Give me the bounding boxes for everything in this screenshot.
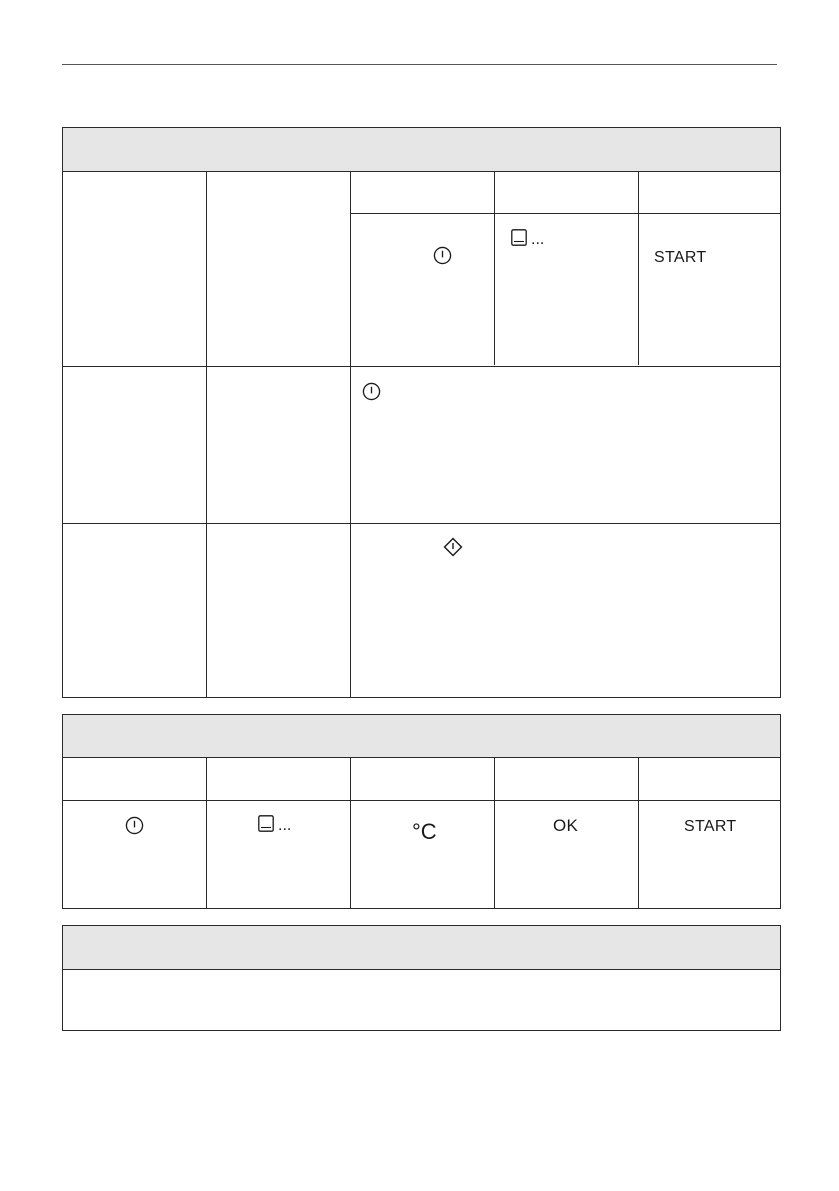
- table-row: [63, 523, 780, 697]
- table-cell: [351, 214, 495, 365]
- table-cell: [63, 801, 207, 908]
- table-3: [62, 925, 781, 1031]
- table-row: [63, 172, 780, 366]
- table-cell: [207, 758, 351, 800]
- table-cell: [495, 214, 639, 365]
- table-cell: [351, 801, 495, 908]
- table-cell: [351, 172, 495, 213]
- table-cell: [639, 214, 780, 365]
- table-cell: [351, 758, 495, 800]
- table-cell: [495, 758, 639, 800]
- power-icon: [433, 246, 452, 265]
- power-icon: [125, 816, 144, 835]
- table-3-body: [63, 970, 780, 1030]
- table-cell: [639, 801, 780, 908]
- table-cell-group: [351, 172, 780, 366]
- table-cell: [63, 524, 207, 697]
- table-2-header: [63, 715, 780, 758]
- table-cell: [207, 172, 351, 366]
- table-cell: [63, 172, 207, 366]
- start-label: START: [684, 818, 737, 835]
- table-cell: [207, 801, 351, 908]
- top-rule: [62, 64, 777, 65]
- start-diamond-icon: [443, 537, 463, 557]
- table-1-header: [63, 128, 780, 172]
- table-subheader-row: [351, 172, 780, 214]
- start-label: START: [654, 249, 707, 266]
- ok-label: OK: [553, 816, 579, 835]
- table-cell: [495, 801, 639, 908]
- table-2: [62, 714, 781, 909]
- table-cell: [207, 367, 351, 523]
- oven-function-icon: [511, 229, 544, 246]
- ellipsis-text: ...: [278, 816, 292, 834]
- table-cell: [351, 524, 780, 697]
- temperature-icon: °C: [412, 819, 437, 844]
- table-cell: [639, 172, 780, 213]
- table-cell: [351, 367, 780, 523]
- table-cell: [63, 758, 207, 800]
- table-cell: [639, 758, 780, 800]
- ellipsis-text: ...: [531, 230, 545, 248]
- table-header-row: [63, 758, 780, 801]
- table-row: [63, 366, 780, 523]
- table-subrow: [351, 214, 780, 365]
- table-3-header: [63, 926, 780, 970]
- table-1: [62, 127, 781, 698]
- table-cell: [495, 172, 639, 213]
- table-row: [63, 801, 780, 908]
- oven-function-icon: [258, 815, 291, 832]
- table-cell: [63, 367, 207, 523]
- table-cell: [207, 524, 351, 697]
- power-icon: [362, 382, 381, 401]
